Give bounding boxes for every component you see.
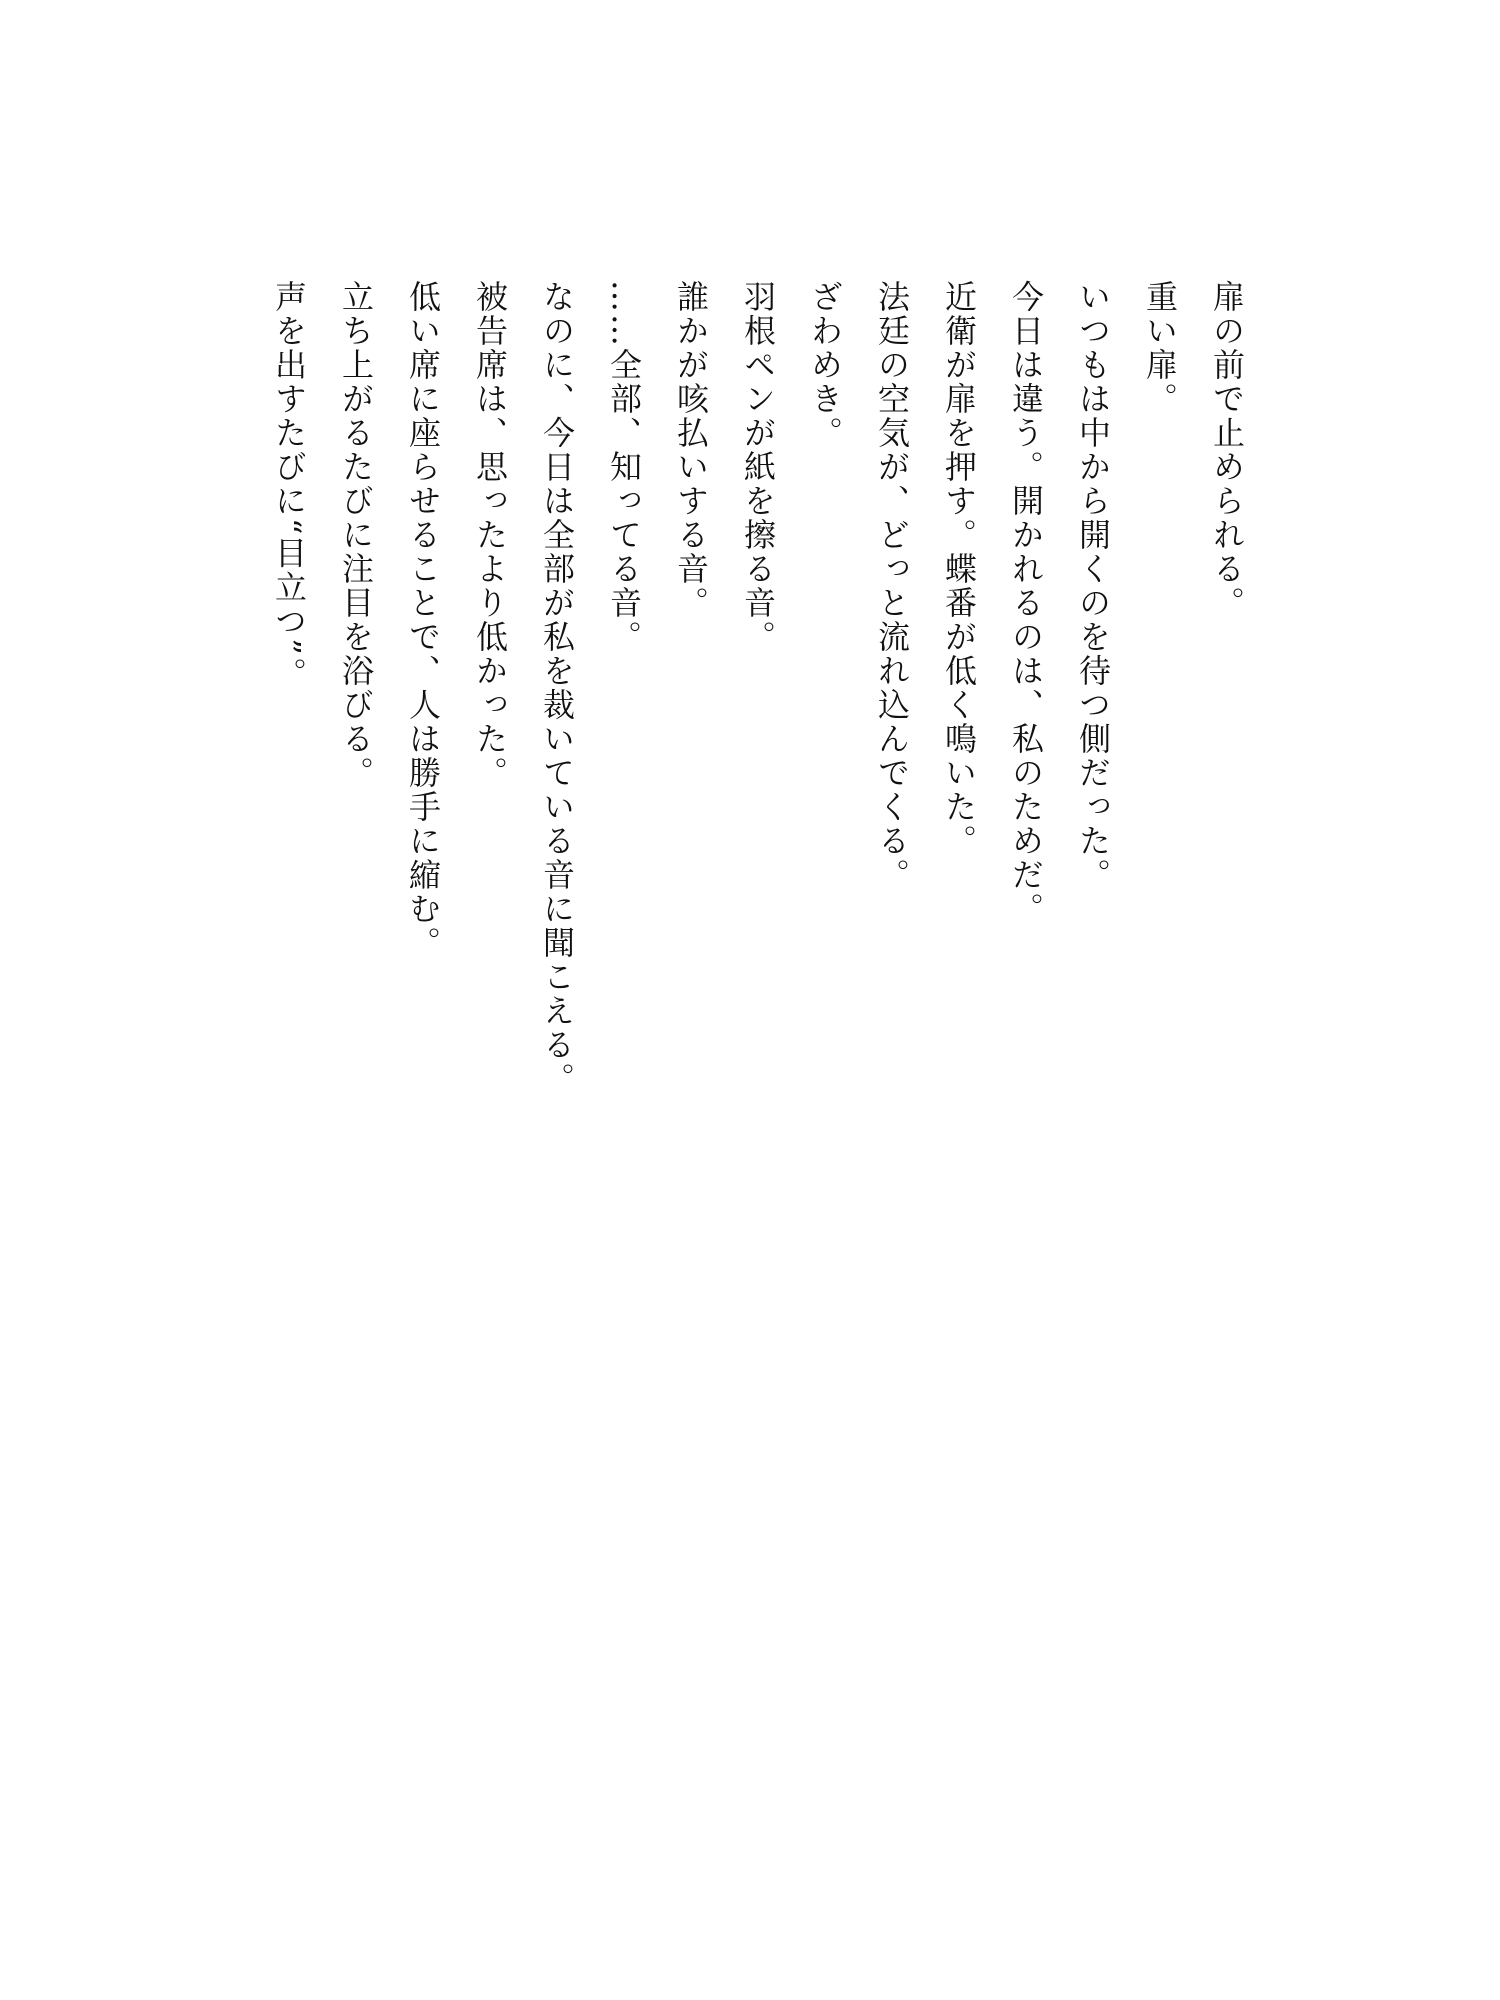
vertical-text-body: [255, 280, 1260, 1280]
text-line: いつもは中から開くのを待つ側だった。: [1074, 280, 1112, 892]
text-line: 扉の前で止められる。: [1208, 280, 1246, 620]
text-line: 近衛が扉を押す。蝶番が低く鳴いた。: [940, 280, 978, 858]
text-line: 重い扉。: [1141, 280, 1179, 416]
text-line: 今日は違う。開かれるのは、私のためだ。: [1007, 280, 1045, 926]
text-line: 声を出すたびに“目立つ”。: [270, 280, 308, 691]
text-line: ざわめき。: [806, 280, 844, 450]
text-line: ……全部、知ってる音。: [605, 280, 643, 654]
text-line: なのに、今日は全部が私を裁いている音に聞こえる。: [538, 280, 576, 1096]
text-line: 羽根ペンが紙を擦る音。: [739, 280, 777, 654]
text-line: 被告席は、思ったより低かった。: [471, 280, 509, 790]
text-line: 立ち上がるたびに注目を浴びる。: [337, 280, 375, 790]
text-line: 低い席に座らせることで、人は勝手に縮む。: [404, 280, 442, 960]
text-line: 法廷の空気が、どっと流れ込んでくる。: [873, 280, 911, 892]
text-line: 誰かが咳払いする音。: [672, 280, 710, 620]
